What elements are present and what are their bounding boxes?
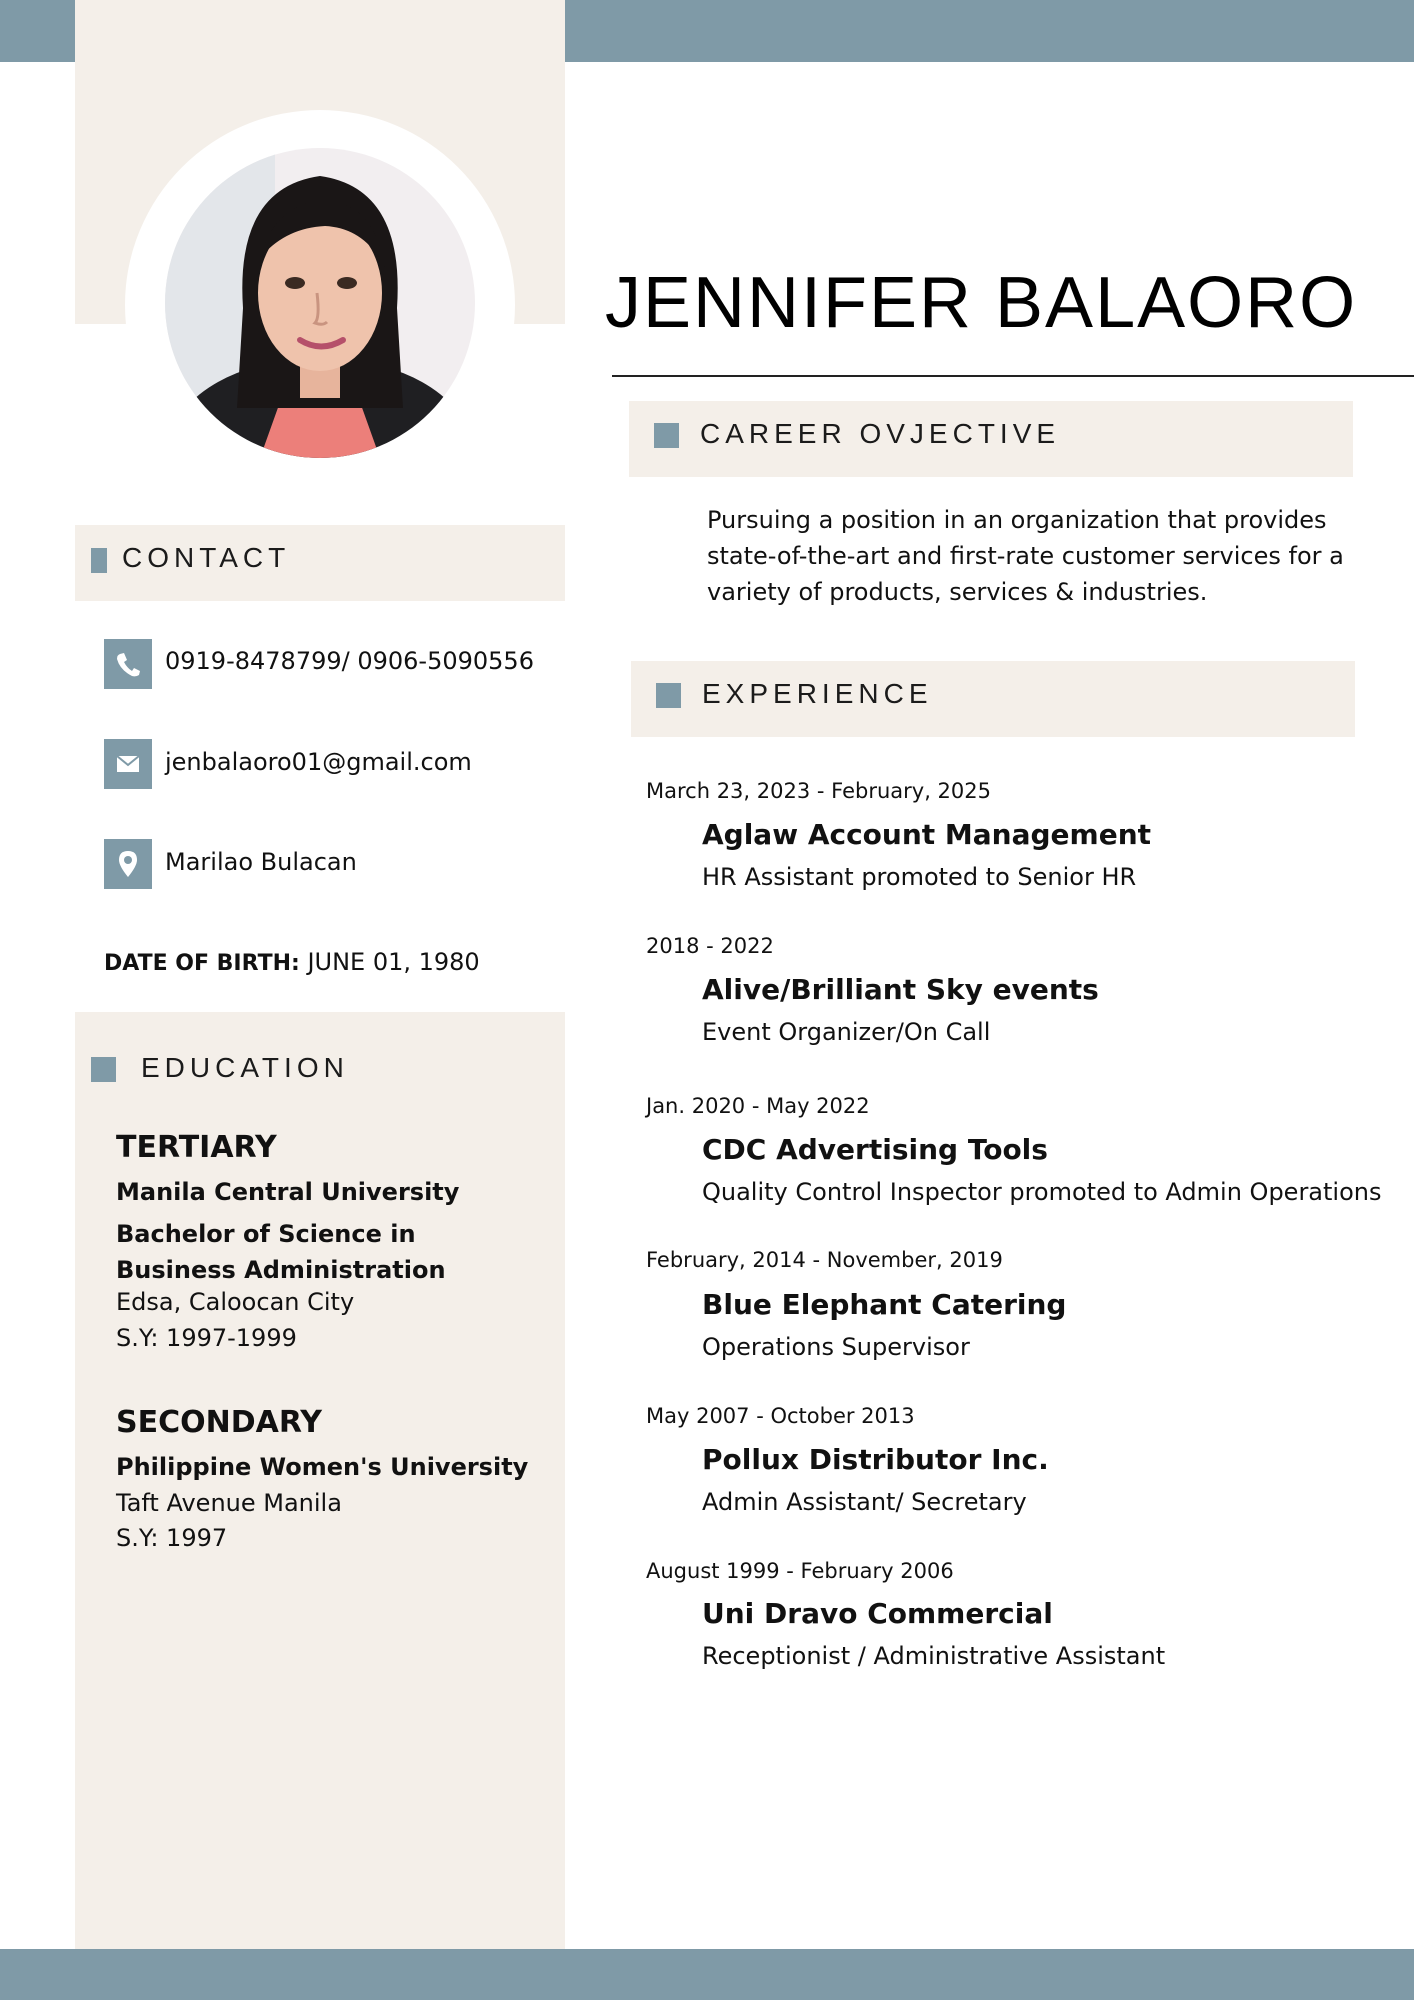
experience-date: August 1999 - February 2006	[646, 1559, 954, 1583]
candidate-name: JENNIFER BALAORO	[605, 263, 1358, 343]
experience-role: Event Organizer/On Call	[702, 1018, 991, 1046]
tertiary-location: Edsa, Caloocan City	[116, 1288, 355, 1316]
profile-photo	[165, 148, 475, 458]
date-of-birth	[104, 948, 480, 976]
location-pin-icon	[104, 839, 152, 889]
experience-company: Blue Elephant Catering	[702, 1288, 1067, 1321]
experience-date: February, 2014 - November, 2019	[646, 1248, 1003, 1272]
experience-company: Pollux Distributor Inc.	[702, 1443, 1049, 1476]
experience-role: Operations Supervisor	[702, 1333, 970, 1361]
experience-title: EXPERIENCE	[702, 678, 933, 709]
location-text: Marilao Bulacan	[165, 848, 357, 876]
education-square-icon	[91, 1057, 116, 1082]
experience-role: Admin Assistant/ Secretary	[702, 1488, 1027, 1516]
contact-title: CONTACT	[122, 542, 291, 573]
objective-square-icon	[654, 423, 679, 448]
experience-company: Uni Dravo Commercial	[702, 1597, 1053, 1630]
tertiary-school: Manila Central University	[116, 1178, 460, 1206]
phone-number[interactable]: 0919-8478799/ 0906-5090556	[165, 647, 534, 675]
experience-role: Receptionist / Administrative Assistant	[702, 1642, 1166, 1670]
experience-date: May 2007 - October 2013	[646, 1404, 915, 1428]
dob-value: JUNE 01, 1980	[307, 948, 480, 976]
secondary-school: Philippine Women's University	[116, 1453, 529, 1481]
experience-company: Aglaw Account Management	[702, 818, 1152, 851]
objective-text: Pursuing a position in an organization that provides state-of-the-art and first-rate customer services for a variety of products, services & industries.	[707, 506, 1344, 606]
portrait-illustration	[165, 148, 475, 458]
experience-square-icon	[656, 683, 681, 708]
experience-company: Alive/Brilliant Sky events	[702, 973, 1099, 1006]
email-address[interactable]: jenbalaoro01@gmail.com	[165, 748, 472, 776]
contact-square-icon	[91, 548, 107, 573]
secondary-heading: SECONDARY	[116, 1405, 323, 1440]
tertiary-heading: TERTIARY	[116, 1130, 277, 1165]
email-icon	[104, 739, 152, 789]
dob-label: DATE OF BIRTH:	[104, 951, 300, 976]
phone-icon	[104, 639, 152, 689]
objective-title: CAREER OVJECTIVE	[700, 418, 1061, 449]
experience-role: HR Assistant promoted to Senior HR	[702, 863, 1137, 891]
experience-date: 2018 - 2022	[646, 934, 774, 958]
experience-role: Quality Control Inspector promoted to Admin Operations	[702, 1178, 1382, 1206]
experience-date: Jan. 2020 - May 2022	[646, 1094, 870, 1118]
bottom-accent-bar	[0, 1949, 1414, 2000]
tertiary-school-year: S.Y: 1997-1999	[116, 1324, 297, 1352]
secondary-school-year: S.Y: 1997	[116, 1524, 228, 1552]
experience-company: CDC Advertising Tools	[702, 1133, 1048, 1166]
name-divider	[612, 375, 1414, 377]
experience-date: March 23, 2023 - February, 2025	[646, 779, 991, 803]
tertiary-degree: Bachelor of Science in Business Administration	[116, 1220, 446, 1284]
secondary-location: Taft Avenue Manila	[116, 1489, 342, 1517]
education-title: EDUCATION	[141, 1052, 349, 1083]
